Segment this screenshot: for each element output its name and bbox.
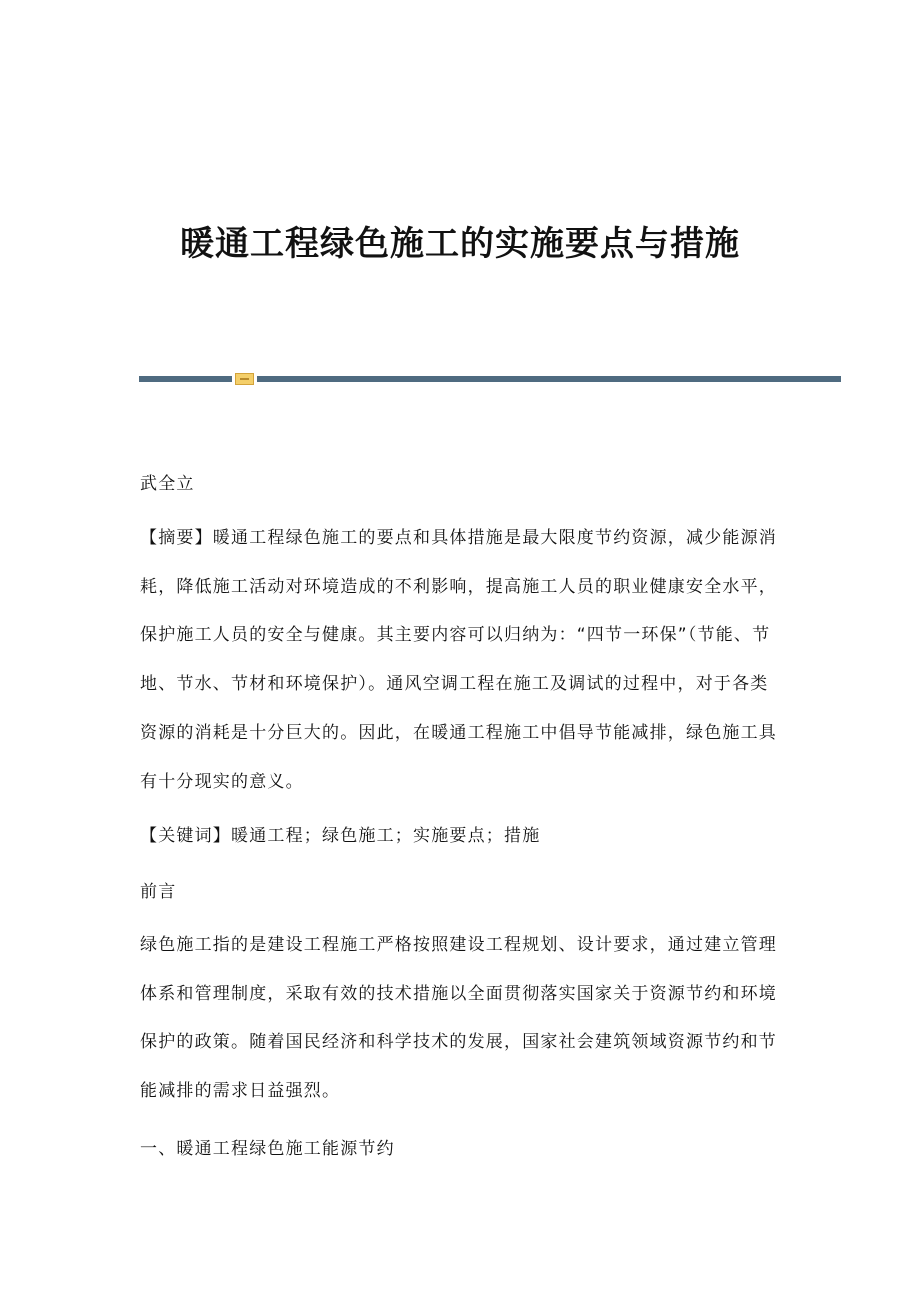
divider-ornament-icon	[235, 373, 254, 385]
document-title: 暖通工程绿色施工的实施要点与措施	[180, 224, 740, 264]
divider-bar-right	[257, 376, 841, 382]
preface-paragraph: 绿色施工指的是建设工程施工严格按照建设工程规划、设计要求，通过建立管理体系和管理制度，采取有效的技术措施以全面贯彻落实国家关于资源节约和环境保护的政策。随着国民经济和科学技术的发展，国家社会建筑领域资源节约和节能减排的需求日益强烈。	[140, 935, 777, 1102]
abstract-paragraph: 【摘要】暖通工程绿色施工的要点和具体措施是最大限度节约资源，减少能源消耗，降低施工活动对环境造成的不利影响，提高施工人员的职业健康安全水平，保护施工人员的安全与健康。其主要内容可以归纳为：“四节一环保”（节能、节地、节水、节材和环境保护）。通风空调工程在施工及调试的过程中，对于各类资源的消耗是十分巨大的。因此，在暖通工程施工中倡导节能减排，绿色施工具有十分现实的意义。	[140, 528, 777, 792]
section-heading: 一、暖通工程绿色施工能源节约	[140, 1139, 395, 1159]
keywords-line: 【关键词】暖通工程；绿色施工；实施要点；措施	[140, 826, 541, 846]
preface-heading: 前言	[140, 882, 177, 902]
author-name: 武全立	[140, 474, 195, 494]
title-divider	[139, 373, 841, 385]
divider-bar-left	[139, 376, 232, 382]
